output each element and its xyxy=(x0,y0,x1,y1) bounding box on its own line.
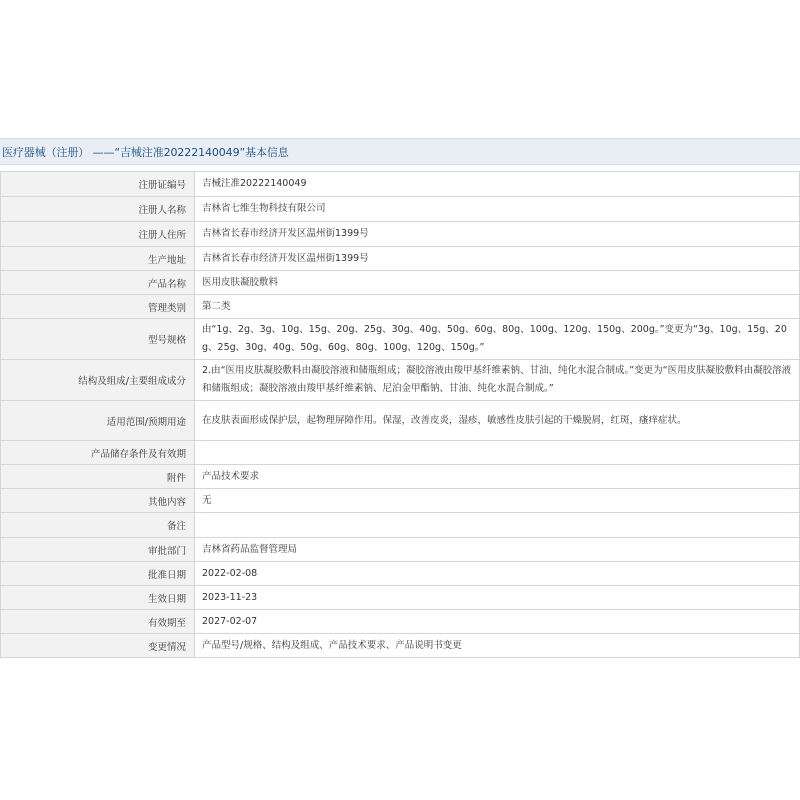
row-label: 生产地址 xyxy=(1,247,195,271)
row-label: 型号规格 xyxy=(1,319,195,360)
row-value: 产品型号/规格、结构及组成、产品技术要求、产品说明书变更 xyxy=(195,634,800,658)
row-value xyxy=(195,513,800,538)
row-value: 在皮肤表面形成保护层，起物理屏障作用。保湿，改善皮炎，湿疹，敏感性皮肤引起的干燥脱屑，红斑，瘙痒症状。 xyxy=(195,401,800,441)
row-value: 产品技术要求 xyxy=(195,465,800,489)
row-value: 2027-02-07 xyxy=(195,610,800,634)
table-row xyxy=(1,634,800,658)
row-label: 注册人名称 xyxy=(1,197,195,222)
row-value: 吉林省药品监督管理局 xyxy=(195,538,800,562)
table-row xyxy=(1,562,800,586)
table-row xyxy=(1,538,800,562)
registration-info-table xyxy=(0,171,800,658)
row-label: 批准日期 xyxy=(1,562,195,586)
row-value xyxy=(195,441,800,465)
row-label: 生效日期 xyxy=(1,586,195,610)
row-value: 吉械注准20222140049 xyxy=(195,172,800,197)
row-value: 无 xyxy=(195,489,800,513)
row-label: 其他内容 xyxy=(1,489,195,513)
row-label: 结构及组成/主要组成成分 xyxy=(1,360,195,401)
row-value: 吉林省七维生物科技有限公司 xyxy=(195,197,800,222)
row-label: 审批部门 xyxy=(1,538,195,562)
table-row xyxy=(1,295,800,319)
row-label: 注册证编号 xyxy=(1,172,195,197)
row-value: 吉林省长春市经济开发区温州街1399号 xyxy=(195,222,800,247)
table-row xyxy=(1,489,800,513)
row-label: 备注 xyxy=(1,513,195,538)
table-row xyxy=(1,271,800,295)
row-label: 变更情况 xyxy=(1,634,195,658)
table-row xyxy=(1,513,800,538)
table-row xyxy=(1,610,800,634)
page-title: 医疗器械（注册） ——“吉械注准20222140049”基本信息 xyxy=(2,146,289,159)
row-value: 吉林省长春市经济开发区温州街1399号 xyxy=(195,247,800,271)
table-row xyxy=(1,586,800,610)
table-row xyxy=(1,172,800,197)
row-value: 医用皮肤凝胶敷料 xyxy=(195,271,800,295)
section-header xyxy=(0,138,800,165)
table-row xyxy=(1,401,800,441)
row-label: 管理类别 xyxy=(1,295,195,319)
row-label: 产品储存条件及有效期 xyxy=(1,441,195,465)
table-row xyxy=(1,360,800,401)
row-label: 有效期至 xyxy=(1,610,195,634)
table-row xyxy=(1,319,800,360)
row-label: 适用范围/预期用途 xyxy=(1,401,195,441)
row-label: 产品名称 xyxy=(1,271,195,295)
row-label: 注册人住所 xyxy=(1,222,195,247)
table-row xyxy=(1,247,800,271)
row-value: 由“1g、2g、3g、10g、15g、20g、25g、30g、40g、50g、60g、80g、100g、120g、150g、200g。”变更为“3g、10g、15g、20g、25g、30g、40g、50g、60g、80g、100g、120g、150g。” xyxy=(195,319,800,360)
table-row xyxy=(1,441,800,465)
row-label: 附件 xyxy=(1,465,195,489)
row-value: 2022-02-08 xyxy=(195,562,800,586)
row-value: 第二类 xyxy=(195,295,800,319)
table-row xyxy=(1,465,800,489)
table-row xyxy=(1,222,800,247)
row-value: 2023-11-23 xyxy=(195,586,800,610)
row-value: 2.由“医用皮肤凝胶敷料由凝胶溶液和储瓶组成；凝胶溶液由羧甲基纤维素钠、甘油、纯化水混合制成。”变更为“医用皮肤凝胶敷料由凝胶溶液和储瓶组成；凝胶溶液由羧甲基纤维素钠、尼泊金甲酯钠、甘油、纯化水混合制成。” xyxy=(195,360,800,401)
table-row xyxy=(1,197,800,222)
